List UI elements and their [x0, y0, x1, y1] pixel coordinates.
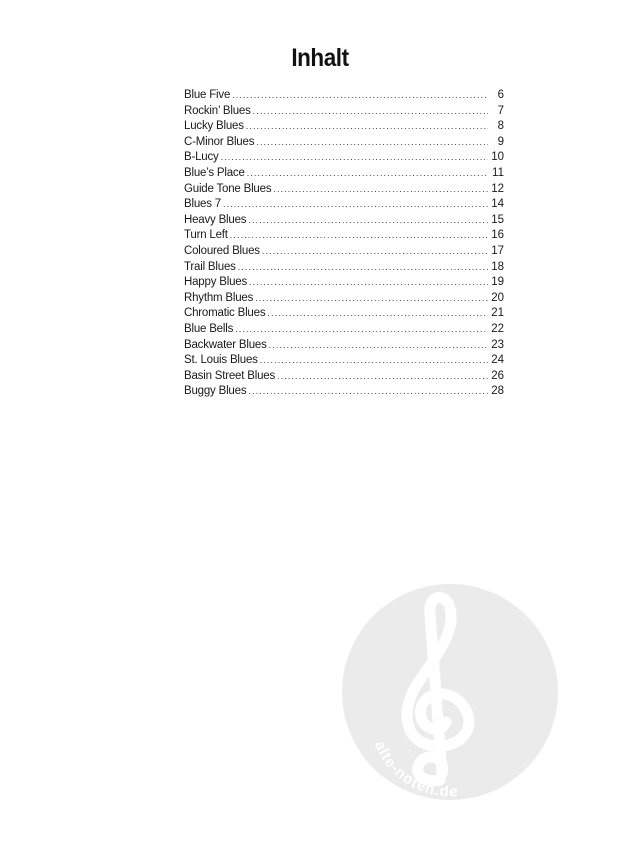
toc-entry-title: Turn Left	[184, 229, 228, 242]
toc-entry	[184, 150, 504, 166]
toc-entry-title: Trail Blues	[184, 260, 236, 273]
toc-entry-title: Blue’s Place	[184, 166, 245, 179]
toc-entry-title: Blues 7	[184, 198, 221, 211]
dot-leader	[260, 353, 488, 369]
dot-leader	[249, 275, 488, 291]
toc-entry-title: Rockin’ Blues	[184, 104, 251, 117]
toc-entry	[184, 166, 504, 182]
toc-entry-title: C-Minor Blues	[184, 135, 255, 148]
dot-leader	[248, 384, 488, 400]
toc-entry	[184, 291, 504, 307]
toc-entry	[184, 104, 504, 120]
watermark-text: alte-noten.de	[371, 738, 460, 800]
toc-entry-page-number: 21	[491, 307, 504, 320]
toc-entry-title: Happy Blues	[184, 276, 248, 289]
toc-entry	[184, 306, 504, 322]
toc-entry-title: Backwater Blues	[184, 338, 267, 351]
toc-entry-page-number: 18	[491, 260, 504, 273]
dot-leader	[221, 150, 488, 166]
toc-entry-page-number: 9	[497, 135, 504, 148]
dot-leader	[232, 88, 488, 104]
toc-entry	[184, 338, 504, 354]
toc-entry-page-number: 28	[491, 385, 504, 398]
toc-entry-page-number: 11	[492, 166, 504, 179]
dot-leader	[230, 228, 488, 244]
table-of-contents	[184, 88, 504, 400]
toc-entry-page-number: 20	[491, 291, 504, 304]
toc-entry-title: Guide Tone Blues	[184, 182, 272, 195]
toc-entry-title: Lucky Blues	[184, 120, 244, 133]
toc-entry-title: Buggy Blues	[184, 385, 247, 398]
toc-entry	[184, 244, 504, 260]
dot-leader	[247, 166, 488, 182]
toc-entry	[184, 182, 504, 198]
toc-entry-title: B-Lucy	[184, 151, 219, 164]
toc-entry	[184, 88, 504, 104]
toc-entry-page-number: 8	[497, 120, 504, 133]
dot-leader	[248, 213, 488, 229]
toc-entry	[184, 135, 504, 151]
dot-leader	[238, 260, 488, 276]
toc-entry-page-number: 26	[491, 369, 504, 382]
toc-entry-page-number: 24	[491, 354, 504, 367]
toc-entry-page-number: 23	[491, 338, 504, 351]
toc-entry	[184, 213, 504, 229]
toc-entry-page-number: 15	[491, 213, 504, 226]
dot-leader	[256, 135, 488, 151]
toc-entry-page-number: 7	[497, 104, 504, 117]
toc-entry	[184, 119, 504, 135]
toc-entry-title: St. Louis Blues	[184, 354, 258, 367]
dot-leader	[267, 306, 488, 322]
dot-leader	[269, 338, 488, 354]
toc-entry	[184, 384, 504, 400]
dot-leader	[235, 322, 488, 338]
dot-leader	[223, 197, 488, 213]
toc-entry	[184, 197, 504, 213]
toc-entry	[184, 228, 504, 244]
watermark-logo	[342, 584, 558, 800]
toc-entry-page-number: 14	[491, 198, 504, 211]
toc-entry-title: Basin Street Blues	[184, 369, 276, 382]
dot-leader	[246, 119, 488, 135]
toc-entry-title: Coloured Blues	[184, 244, 260, 257]
dot-leader	[277, 369, 488, 385]
toc-entry-page-number: 10	[491, 151, 504, 164]
toc-entry	[184, 369, 504, 385]
page-title: Inhalt	[291, 44, 349, 72]
dot-leader	[273, 182, 488, 198]
toc-entry	[184, 322, 504, 338]
toc-entry-title: Rhythm Blues	[184, 291, 254, 304]
dot-leader	[255, 291, 488, 307]
toc-entry-title: Heavy Blues	[184, 213, 247, 226]
toc-entry-page-number: 22	[491, 322, 504, 335]
toc-entry-page-number: 19	[491, 276, 504, 289]
toc-entry-page-number: 6	[497, 89, 504, 101]
toc-entry-title: Chromatic Blues	[184, 307, 266, 320]
toc-entry-page-number: 12	[491, 182, 504, 195]
toc-entry	[184, 260, 504, 276]
dot-leader	[262, 244, 488, 260]
dot-leader	[253, 104, 488, 120]
toc-entry-title: Blue Bells	[184, 322, 234, 335]
toc-entry	[184, 275, 504, 291]
toc-entry	[184, 353, 504, 369]
toc-entry-page-number: 16	[491, 229, 504, 242]
toc-entry-title: Blue Five	[184, 89, 231, 101]
toc-entry-page-number: 17	[491, 244, 504, 257]
